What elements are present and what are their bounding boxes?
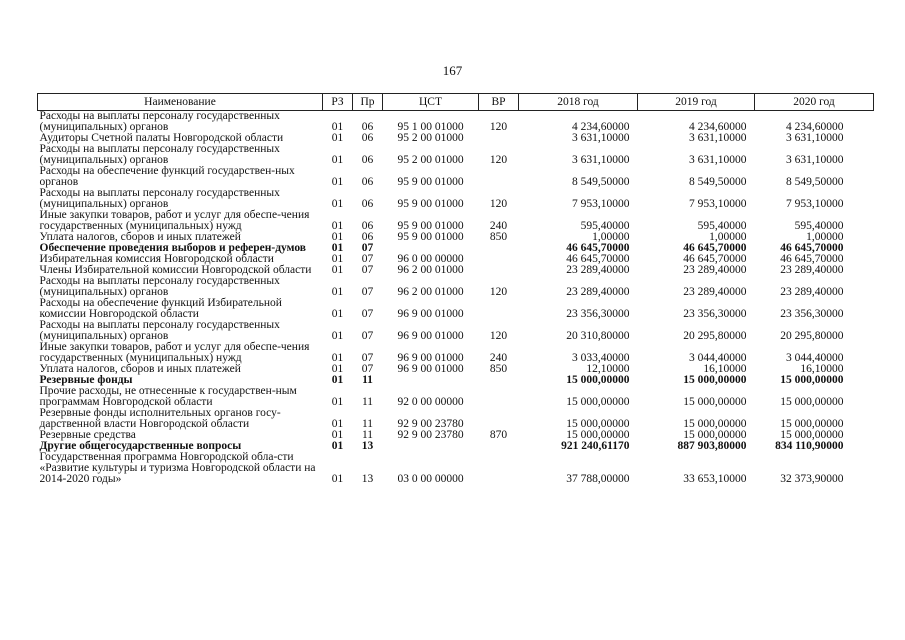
row-name: Расходы на выплаты персоналу государственных (муниципальных) органов xyxy=(39,187,280,210)
row-2019: 7 953,10000 xyxy=(689,198,747,210)
row-name: Расходы на обеспечение функций Избирательной комиссии Новгородской области xyxy=(39,297,282,320)
row-2018: 37 788,00000 xyxy=(566,473,630,485)
row-2018: 23 356,30000 xyxy=(566,308,630,320)
row-2020: 3 631,10000 xyxy=(786,132,844,144)
row-rz: 01 xyxy=(331,286,344,298)
row-2018: 15 000,00000 xyxy=(566,429,630,441)
row-vr xyxy=(479,441,519,452)
row-cst: 96 9 00 01000 xyxy=(397,363,464,375)
row-2018: 3 631,10000 xyxy=(572,154,630,166)
row-2019: 20 295,80000 xyxy=(683,330,747,342)
row-cst: 03 0 00 00000 xyxy=(397,473,464,485)
row-pr: 06 xyxy=(361,154,374,166)
row-pr: 13 xyxy=(361,473,374,485)
row-name: Члены Избирательной комиссии Новгородской области xyxy=(39,264,312,276)
header-vr: ВР xyxy=(479,94,519,111)
row-cst: 96 2 00 01000 xyxy=(397,286,464,298)
row-name: Аудиторы Счетной палаты Новгородской области xyxy=(39,132,284,144)
row-vr xyxy=(479,166,519,188)
row-vr: 850 xyxy=(489,231,508,243)
row-pr: 07 xyxy=(361,363,374,375)
row-rz: 01 xyxy=(331,198,344,210)
row-2020: 23 356,30000 xyxy=(780,308,844,320)
row-2019: 16,10000 xyxy=(703,363,747,375)
row-cst: 95 9 00 01000 xyxy=(397,198,464,210)
row-cst: 95 9 00 01000 xyxy=(397,176,464,188)
row-2019: 1,00000 xyxy=(709,231,747,243)
row-cst: 96 9 00 01000 xyxy=(397,330,464,342)
row-rz: 01 xyxy=(331,440,344,452)
row-pr: 06 xyxy=(361,220,374,232)
row-name: Расходы на выплаты персоналу государственных (муниципальных) органов xyxy=(39,110,280,133)
header-name: Наименование xyxy=(38,94,323,111)
table-row xyxy=(38,386,874,408)
row-pr: 07 xyxy=(361,253,374,265)
row-cst: 95 9 00 01000 xyxy=(397,231,464,243)
table-row xyxy=(38,320,874,342)
row-rz: 01 xyxy=(331,308,344,320)
row-rz: 01 xyxy=(331,220,344,232)
row-rz: 01 xyxy=(331,242,344,254)
row-vr xyxy=(479,386,519,408)
row-vr xyxy=(479,408,519,430)
row-vr: 120 xyxy=(489,121,508,133)
row-2019: 15 000,00000 xyxy=(683,374,747,386)
row-pr: 11 xyxy=(361,418,374,430)
header-pr: Пр xyxy=(353,94,383,111)
row-2020: 32 373,90000 xyxy=(780,473,844,485)
row-2018: 23 289,40000 xyxy=(566,264,630,276)
row-name: Государственная программа Новгородской обла-сти «Развитие культуры и туризма Новгородской области на 2014-2020 годы» xyxy=(39,451,316,485)
row-2018: 8 549,50000 xyxy=(572,176,630,188)
table-header-row xyxy=(38,94,874,111)
row-name: Обеспечение проведения выборов и референ-думов xyxy=(39,242,306,254)
row-rz: 01 xyxy=(331,330,344,342)
row-rz: 01 xyxy=(331,429,344,441)
table-row xyxy=(38,210,874,232)
header-2020: 2020 год xyxy=(755,94,874,111)
row-2020: 15 000,00000 xyxy=(780,396,844,408)
row-name: Резервные фонды исполнительных органов госу-дарственной власти Новгородской области xyxy=(39,407,281,430)
row-cst xyxy=(383,441,479,452)
row-rz: 01 xyxy=(331,154,344,166)
row-cst: 96 9 00 01000 xyxy=(397,352,464,364)
row-rz: 01 xyxy=(331,352,344,364)
row-2020: 46 645,70000 xyxy=(780,253,844,265)
table-row xyxy=(38,342,874,364)
row-vr: 120 xyxy=(489,330,508,342)
row-2019: 33 653,10000 xyxy=(683,473,747,485)
row-2019: 4 234,60000 xyxy=(689,121,747,133)
table-row xyxy=(38,144,874,166)
row-rz: 01 xyxy=(331,396,344,408)
row-name: Иные закупки товаров, работ и услуг для обеспе-чения государственных (муниципальных) нужд xyxy=(39,209,310,232)
row-2019: 46 645,70000 xyxy=(683,242,747,254)
row-name: Другие общегосударственные вопросы xyxy=(39,440,242,452)
budget-table xyxy=(37,93,874,485)
row-pr: 13 xyxy=(361,440,374,452)
row-cst: 92 0 00 00000 xyxy=(397,396,464,408)
row-2020: 23 289,40000 xyxy=(780,264,844,276)
table-row xyxy=(38,111,874,134)
row-vr: 120 xyxy=(489,154,508,166)
row-name: Расходы на выплаты персоналу государственных (муниципальных) органов xyxy=(39,319,280,342)
header-2018: 2018 год xyxy=(519,94,638,111)
row-name: Уплата налогов, сборов и иных платежей xyxy=(39,363,241,375)
row-pr: 06 xyxy=(361,132,374,144)
row-vr: 120 xyxy=(489,286,508,298)
row-2018: 23 289,40000 xyxy=(566,286,630,298)
row-cst: 95 9 00 01000 xyxy=(397,220,464,232)
row-pr: 11 xyxy=(361,429,374,441)
row-pr: 11 xyxy=(362,374,373,386)
row-name: Уплата налогов, сборов и иных платежей xyxy=(39,231,241,243)
row-2020: 7 953,10000 xyxy=(786,198,844,210)
row-name: Резервные фонды xyxy=(39,374,133,386)
row-cst: 92 9 00 23780 xyxy=(397,429,464,441)
row-cst: 96 2 00 01000 xyxy=(397,264,464,276)
header-rz: РЗ xyxy=(323,94,353,111)
row-2020: 834 110,90000 xyxy=(775,440,844,452)
row-cst: 96 0 00 00000 xyxy=(397,253,464,265)
row-rz: 01 xyxy=(331,418,344,430)
row-pr: 07 xyxy=(361,264,374,276)
row-2018: 20 310,80000 xyxy=(566,330,630,342)
table-row xyxy=(38,408,874,430)
row-pr: 07 xyxy=(361,242,374,254)
row-name: Расходы на выплаты персоналу государственных (муниципальных) органов xyxy=(39,275,280,298)
row-name: Иные закупки товаров, работ и услуг для обеспе-чения государственных (муниципальных) нужд xyxy=(39,341,310,364)
row-2018: 46 645,70000 xyxy=(566,242,630,254)
row-pr: 06 xyxy=(361,231,374,243)
row-2019: 23 356,30000 xyxy=(683,308,747,320)
row-rz: 01 xyxy=(331,231,344,243)
row-2019: 15 000,00000 xyxy=(683,396,747,408)
row-rz: 01 xyxy=(331,473,344,485)
row-2018: 15 000,00000 xyxy=(566,396,630,408)
header-2019: 2019 год xyxy=(638,94,755,111)
row-vr: 120 xyxy=(489,198,508,210)
row-rz: 01 xyxy=(331,264,344,276)
row-rz: 01 xyxy=(331,176,344,188)
row-pr: 07 xyxy=(361,330,374,342)
row-vr: 850 xyxy=(489,363,508,375)
row-2020: 46 645,70000 xyxy=(780,242,844,254)
table-row xyxy=(38,188,874,210)
row-rz: 01 xyxy=(331,253,344,265)
row-vr: 240 xyxy=(489,220,508,232)
row-2018: 3 631,10000 xyxy=(572,132,630,144)
table-row xyxy=(38,298,874,320)
row-2020: 4 234,60000 xyxy=(786,121,844,133)
row-name: Расходы на выплаты персоналу государственных (муниципальных) органов xyxy=(39,143,280,166)
table-row xyxy=(38,276,874,298)
row-2019: 23 289,40000 xyxy=(683,264,747,276)
row-2019: 15 000,00000 xyxy=(683,418,747,430)
row-2018: 12,10000 xyxy=(586,363,630,375)
row-2018: 4 234,60000 xyxy=(572,121,630,133)
table-row xyxy=(38,452,874,485)
row-name: Прочие расходы, не отнесенные к государствен-ным программам Новгородской области xyxy=(39,385,297,408)
row-2020: 15 000,00000 xyxy=(780,418,844,430)
row-2019: 3 631,10000 xyxy=(689,132,747,144)
row-rz: 01 xyxy=(331,121,344,133)
row-pr: 06 xyxy=(361,121,374,133)
row-2020: 595,40000 xyxy=(794,220,844,232)
row-pr: 07 xyxy=(361,308,374,320)
row-2020: 15 000,00000 xyxy=(780,429,844,441)
row-2019: 46 645,70000 xyxy=(683,253,747,265)
row-2019: 8 549,50000 xyxy=(689,176,747,188)
table-row xyxy=(38,166,874,188)
row-pr: 07 xyxy=(361,286,374,298)
row-2020: 3 044,40000 xyxy=(786,352,844,364)
row-vr xyxy=(479,254,519,265)
row-pr: 07 xyxy=(361,352,374,364)
row-2018: 595,40000 xyxy=(580,220,630,232)
row-2019: 23 289,40000 xyxy=(683,286,747,298)
row-vr xyxy=(479,298,519,320)
row-2019: 595,40000 xyxy=(697,220,747,232)
row-2020: 16,10000 xyxy=(800,363,844,375)
row-vr: 240 xyxy=(489,352,508,364)
row-2019: 15 000,00000 xyxy=(683,429,747,441)
row-rz: 01 xyxy=(331,363,344,375)
row-2018: 15 000,00000 xyxy=(566,418,630,430)
row-2020: 15 000,00000 xyxy=(780,374,844,386)
row-vr xyxy=(479,265,519,276)
table-body xyxy=(38,111,874,486)
row-2018: 46 645,70000 xyxy=(566,253,630,265)
row-vr xyxy=(479,243,519,254)
row-pr: 06 xyxy=(361,176,374,188)
row-2018: 15 000,00000 xyxy=(566,374,630,386)
row-pr: 06 xyxy=(361,198,374,210)
table-row xyxy=(38,364,874,375)
row-2020: 1,00000 xyxy=(806,231,844,243)
row-cst xyxy=(383,375,479,386)
header-cst: ЦСТ xyxy=(383,94,479,111)
row-2020: 3 631,10000 xyxy=(786,154,844,166)
page-number: 167 xyxy=(442,63,463,78)
row-2018: 7 953,10000 xyxy=(572,198,630,210)
row-vr xyxy=(479,375,519,386)
row-vr xyxy=(479,452,519,485)
row-vr: 870 xyxy=(489,429,508,441)
row-cst: 96 9 00 01000 xyxy=(397,308,464,320)
row-vr xyxy=(479,133,519,144)
row-2019: 3 631,10000 xyxy=(689,154,747,166)
row-rz: 01 xyxy=(331,132,344,144)
row-2019: 3 044,40000 xyxy=(689,352,747,364)
row-2018: 921 240,61170 xyxy=(561,440,630,452)
row-2020: 20 295,80000 xyxy=(780,330,844,342)
row-2018: 3 033,40000 xyxy=(572,352,630,364)
row-name: Резервные средства xyxy=(39,429,136,441)
row-2020: 23 289,40000 xyxy=(780,286,844,298)
row-rz: 01 xyxy=(331,374,344,386)
row-2019: 887 903,80000 xyxy=(677,440,747,452)
row-name: Избирательная комиссия Новгородской области xyxy=(39,253,274,265)
row-cst: 95 1 00 01000 xyxy=(397,121,464,133)
row-2018: 1,00000 xyxy=(592,231,630,243)
row-cst: 95 2 00 01000 xyxy=(397,132,464,144)
row-2020: 8 549,50000 xyxy=(786,176,844,188)
row-pr: 11 xyxy=(361,396,374,408)
row-cst: 95 2 00 01000 xyxy=(397,154,464,166)
row-cst: 92 9 00 23780 xyxy=(397,418,464,430)
row-name: Расходы на обеспечение функций государствен-ных органов xyxy=(39,165,295,188)
